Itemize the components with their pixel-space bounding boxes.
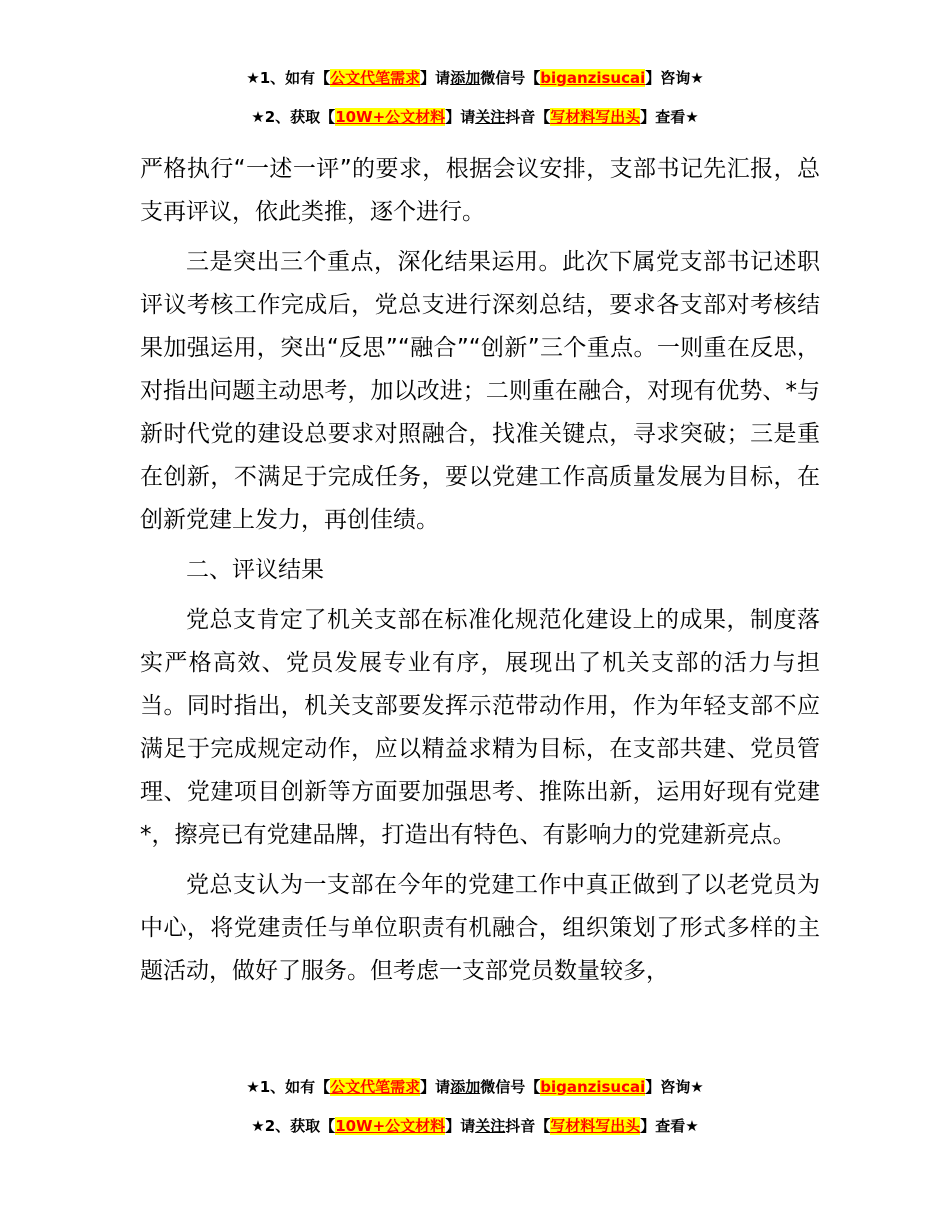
promo-text: 】咨询★ bbox=[645, 1078, 704, 1096]
paragraph-three-focus: 三是突出三个重点，深化结果运用。此次下属党支部书记述职评议考核工作完成后，党总支进行深刻总结，要求各支部对考核结果加强运用，突出“反思”“融合”“创新”三个重点。一则重在反思，对指出问题主动思考，加以改进；二则重在融合，对现有优势、*与新时代党的建设总要求对照融合，找准关键点，寻求突破；三是重在创新，不满足于完成任务，要以党建工作高质量发展为目标，在创新党建上发力，再创佳绩。 bbox=[140, 249, 820, 533]
promo-text: 】请 bbox=[445, 1117, 476, 1135]
promo-text: 抖音【 bbox=[505, 108, 551, 126]
paragraph-organ-branch: 党总支肯定了机关支部在标准化规范化建设上的成果，制度落实严格高效、党员发展专业有序，展现出了机关支部的活力与担当。同时指出，机关支部要发挥示范带动作用，作为年轻支部不应满足于完成规定动作，应以精益求精为目标，在支部共建、党员管理、党建项目创新等方面要加强思考、推陈出新，运用好现有党建*，擦亮已有党建品牌，打造出有特色、有影响力的党建新亮点。 bbox=[140, 607, 820, 848]
footer-promo-line-2 bbox=[0, 1116, 950, 1136]
promo-highlight-wechat-id: biganzisucai bbox=[540, 1078, 646, 1096]
promo-underlined-word: 关注 bbox=[475, 1117, 506, 1135]
header-promo-line-2 bbox=[0, 107, 950, 127]
promo-highlight-materials: 10W+公文材料 bbox=[335, 108, 446, 126]
paragraph-continuation: 严格执行“一述一评”的要求，根据会议安排，支部书记先汇报，总支再评议，依此类推，逐个进行。 bbox=[140, 156, 820, 225]
promo-highlight-douyin: 写材料写出头 bbox=[550, 1117, 641, 1135]
promo-text: 抖音【 bbox=[505, 1117, 551, 1135]
promo-text: ★2、获取【 bbox=[251, 1117, 336, 1135]
promo-text: 】请 bbox=[420, 69, 451, 87]
promo-text: 】请 bbox=[445, 108, 476, 126]
promo-text: 】咨询★ bbox=[645, 69, 704, 87]
promo-underlined-word: 关注 bbox=[475, 108, 506, 126]
promo-text: 】请 bbox=[420, 1078, 451, 1096]
header-promo-line-1 bbox=[0, 68, 950, 88]
promo-highlight-douyin: 写材料写出头 bbox=[550, 108, 641, 126]
promo-highlight-wechat-id: biganzisucai bbox=[540, 69, 646, 87]
promo-text: ★1、如有【 bbox=[246, 1078, 331, 1096]
promo-text: 微信号【 bbox=[480, 69, 541, 87]
promo-text: 】查看★ bbox=[640, 108, 699, 126]
promo-text: ★2、获取【 bbox=[251, 108, 336, 126]
footer-promo-line-1 bbox=[0, 1077, 950, 1097]
promo-text: ★1、如有【 bbox=[246, 69, 331, 87]
promo-highlight-service: 公文代笔需求 bbox=[330, 69, 421, 87]
promo-text: 】查看★ bbox=[640, 1117, 699, 1135]
paragraph-first-branch: 党总支认为一支部在今年的党建工作中真正做到了以老党员为中心，将党建责任与单位职责有机融合，组织策划了形式多样的主题活动，做好了服务。但考虑一支部党员数量较多， bbox=[140, 872, 820, 984]
section-heading-results: 二、评议结果 bbox=[186, 557, 324, 583]
promo-underlined-word: 添加 bbox=[450, 69, 481, 87]
promo-highlight-materials: 10W+公文材料 bbox=[335, 1117, 446, 1135]
document-body bbox=[140, 148, 820, 1000]
promo-text: 微信号【 bbox=[480, 1078, 541, 1096]
promo-highlight-service: 公文代笔需求 bbox=[330, 1078, 421, 1096]
promo-underlined-word: 添加 bbox=[450, 1078, 481, 1096]
